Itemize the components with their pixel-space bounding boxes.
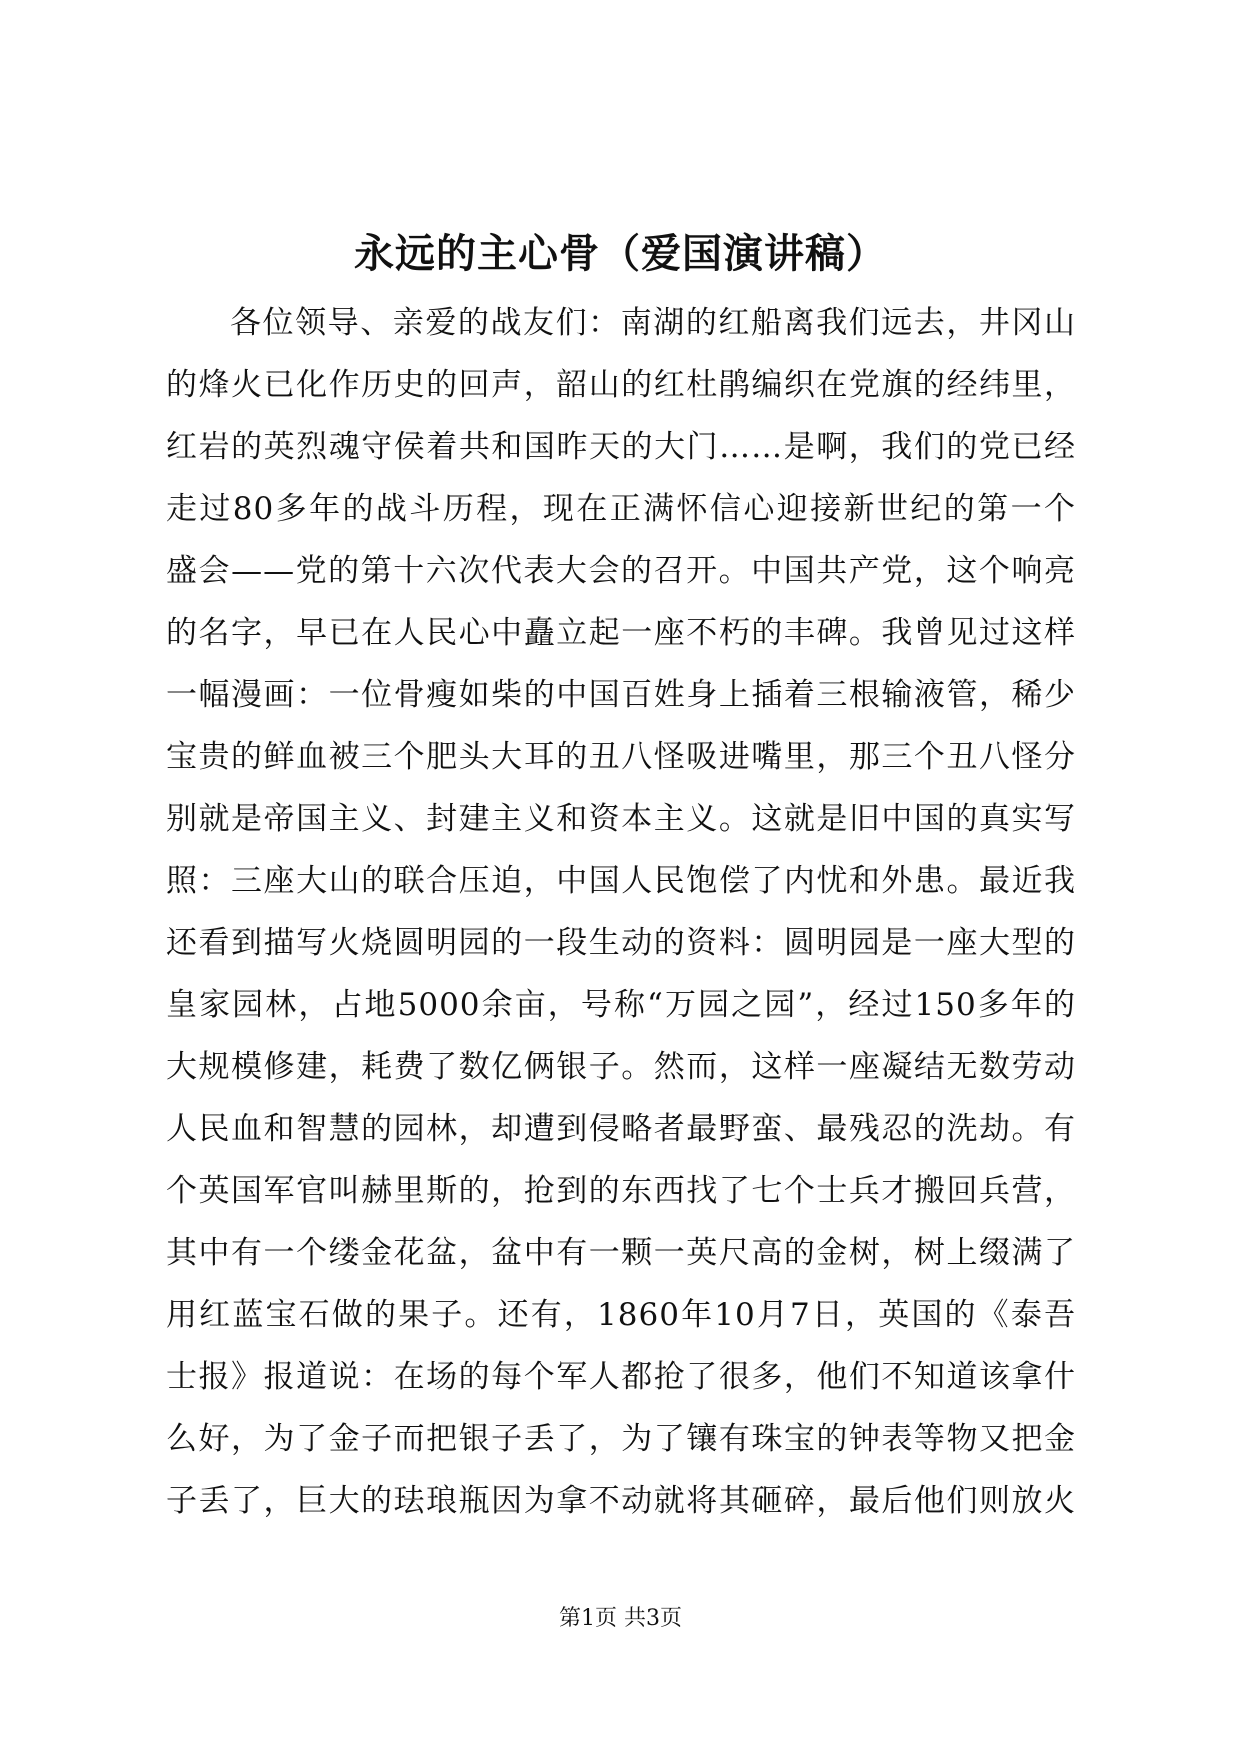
text-line: 盛会——党的第十六次代表大会的召开。中国共产党，这个响亮 (166, 553, 1076, 589)
text-line: 的名字，早已在人民心中矗立起一座不朽的丰碑。我曾见过这样 (166, 615, 1076, 651)
body-paragraph (166, 292, 1076, 1532)
text-line: 别就是帝国主义、封建主义和资本主义。这就是旧中国的真实写 (166, 801, 1076, 837)
text-line: 红岩的英烈魂守侯着共和国昨天的大门……是啊，我们的党已经 (166, 429, 1076, 465)
text-line: 宝贵的鲜血被三个肥头大耳的丑八怪吸进嘴里，那三个丑八怪分 (166, 739, 1076, 775)
text-line: 还看到描写火烧圆明园的一段生动的资料：圆明园是一座大型的 (166, 925, 1076, 961)
text-line: 走过80多年的战斗历程，现在正满怀信心迎接新世纪的第一个 (166, 491, 1076, 527)
page-number: 第1页 共3页 (559, 1606, 682, 1631)
text-line: 子丢了，巨大的珐琅瓶因为拿不动就将其砸碎，最后他们则放火 (166, 1483, 1076, 1519)
text-line: 照：三座大山的联合压迫，中国人民饱偿了内忧和外患。最近我 (166, 863, 1076, 899)
text-line: 其中有一个缕金花盆，盆中有一颗一英尺高的金树，树上缀满了 (166, 1235, 1076, 1271)
page-footer (0, 1604, 1241, 1634)
text-line: 的烽火已化作历史的回声，韶山的红杜鹃编织在党旗的经纬里， (166, 367, 1076, 403)
text-line: 皇家园林，占地5000余亩，号称“万园之园”，经过150多年的 (166, 987, 1076, 1023)
page-title: 永远的主心骨（爱国演讲稿） (354, 230, 887, 277)
text-line: 么好，为了金子而把银子丢了，为了镶有珠宝的钟表等物又把金 (166, 1421, 1076, 1457)
text-line: 用红蓝宝石做的果子。还有，1860年10月7日，英国的《泰吾 (166, 1297, 1076, 1333)
text-line: 人民血和智慧的园林，却遭到侵略者最野蛮、最残忍的洗劫。有 (166, 1111, 1076, 1147)
text-line: 大规模修建，耗费了数亿俩银子。然而，这样一座凝结无数劳动 (166, 1049, 1076, 1085)
text-line: 士报》报道说：在场的每个军人都抢了很多，他们不知道该拿什 (166, 1359, 1076, 1395)
text-line: 各位领导、亲爱的战友们：南湖的红船离我们远去，井冈山 (230, 305, 1076, 341)
text-line: 一幅漫画：一位骨瘦如柴的中国百姓身上插着三根输液管，稀少 (166, 677, 1076, 713)
text-line: 个英国军官叫赫里斯的，抢到的东西找了七个士兵才搬回兵营， (166, 1173, 1076, 1209)
